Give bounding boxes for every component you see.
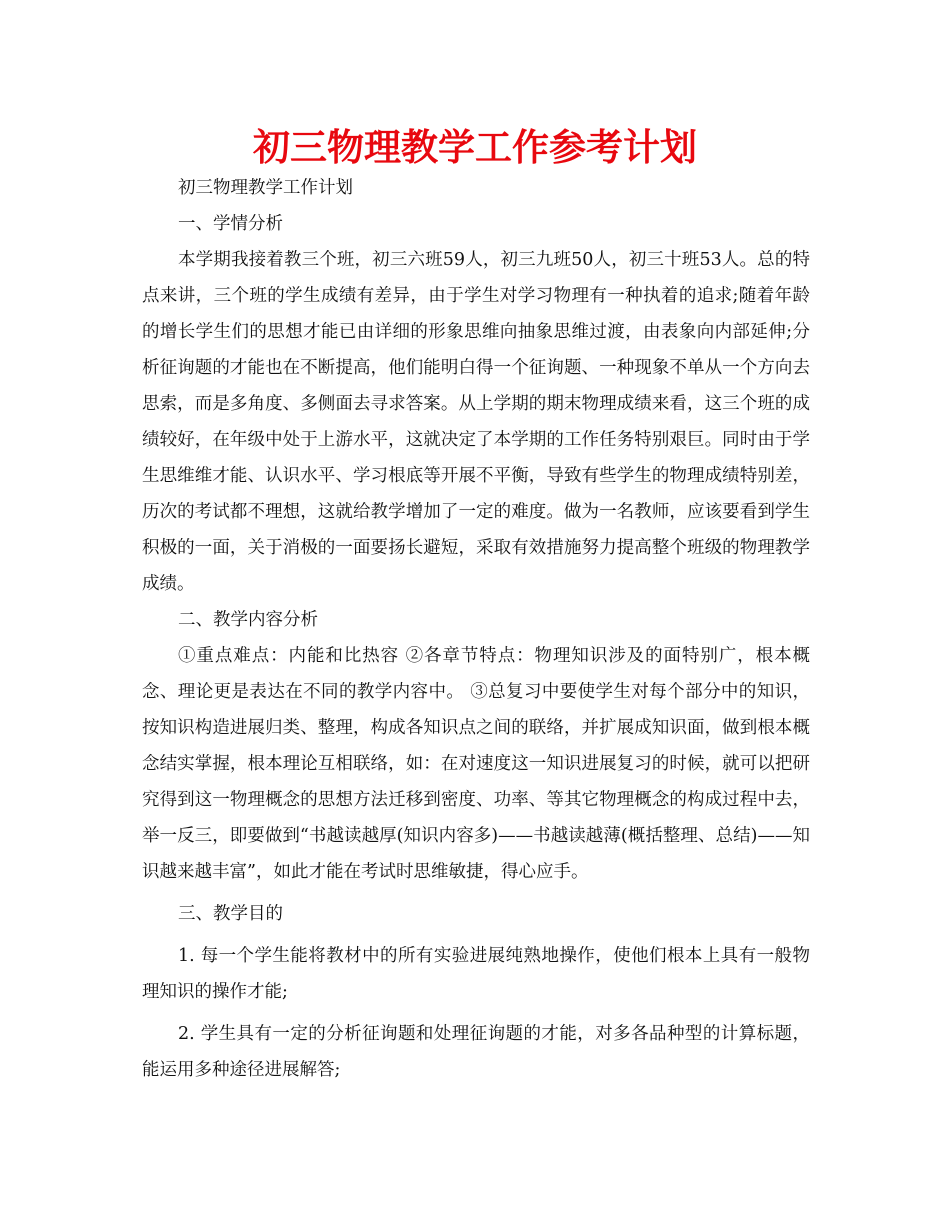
paragraph-content: ①重点难点：内能和比热容 ②各章节特点：物理知识涉及的面特别广，根本概念、理论更是表达在不同的教学内容中。 ③总复习中要使学生对每个部分中的知识，按知识构造进展归类、整理，构成各知识点之间的联络，并扩展成知识面，做到根本概念结实掌握，根本理论互相联络，如：在对速度这一知识进展复习的时候，就可以把研究得到这一物理概念的思想方法迁移到密度、功率、等其它物理概念的构成过程中去，举一反三，即要做到“书越读越厚(知识内容多)——书越读越薄(概括整理、总结)——知识越来越丰富”，如此才能在考试时思维敏捷，得心应手。 <box>142 646 810 882</box>
document-subtitle: 初三物理教学工作计划 <box>178 178 353 198</box>
paragraph-goal-1: 1. 每一个学生能将教材中的所有实验进展纯熟地操作，使他们根本上具有一般物理知识的操作才能; <box>142 946 810 1002</box>
section-heading-content: 二、教学内容分析 <box>178 610 318 630</box>
paragraph-goal-2: 2. 学生具有一定的分析征询题和处理征询题的才能，对多各品种型的计算标题，能运用多种途径进展解答; <box>142 1024 810 1080</box>
paragraph-analysis: 本学期我接着教三个班，初三六班59人，初三九班50人，初三十班53人。总的特点来讲，三个班的学生成绩有差异，由于学生对学习物理有一种执着的追求;随着年龄的增长学生们的思想才能已由详细的形象思维向抽象思维过渡，由表象向内部延伸;分析征询题的才能也在不断提高，他们能明白得一个征询题、一种现象不单从一个方向去思索，而是多角度、多侧面去寻求答案。从上学期的期末物理成绩来看，这三个班的成绩较好，在年级中处于上游水平，这就决定了本学期的工作任务特别艰巨。同时由于学生思维维才能、认识水平、学习根底等开展不平衡，导致有些学生的物理成绩特别差，历次的考试都不理想，这就给教学增加了一定的难度。做为一名教师，应该要看到学生积极的一面，关于消极的一面要扬长避短，采取有效措施努力提高整个班级的物理教学成绩。 <box>142 250 810 594</box>
section-heading-goals: 三、教学目的 <box>178 904 283 924</box>
document-body <box>142 170 810 1088</box>
document-title: 初三物理教学工作参考计划 <box>253 126 697 169</box>
section-heading-analysis: 一、学情分析 <box>178 214 283 234</box>
